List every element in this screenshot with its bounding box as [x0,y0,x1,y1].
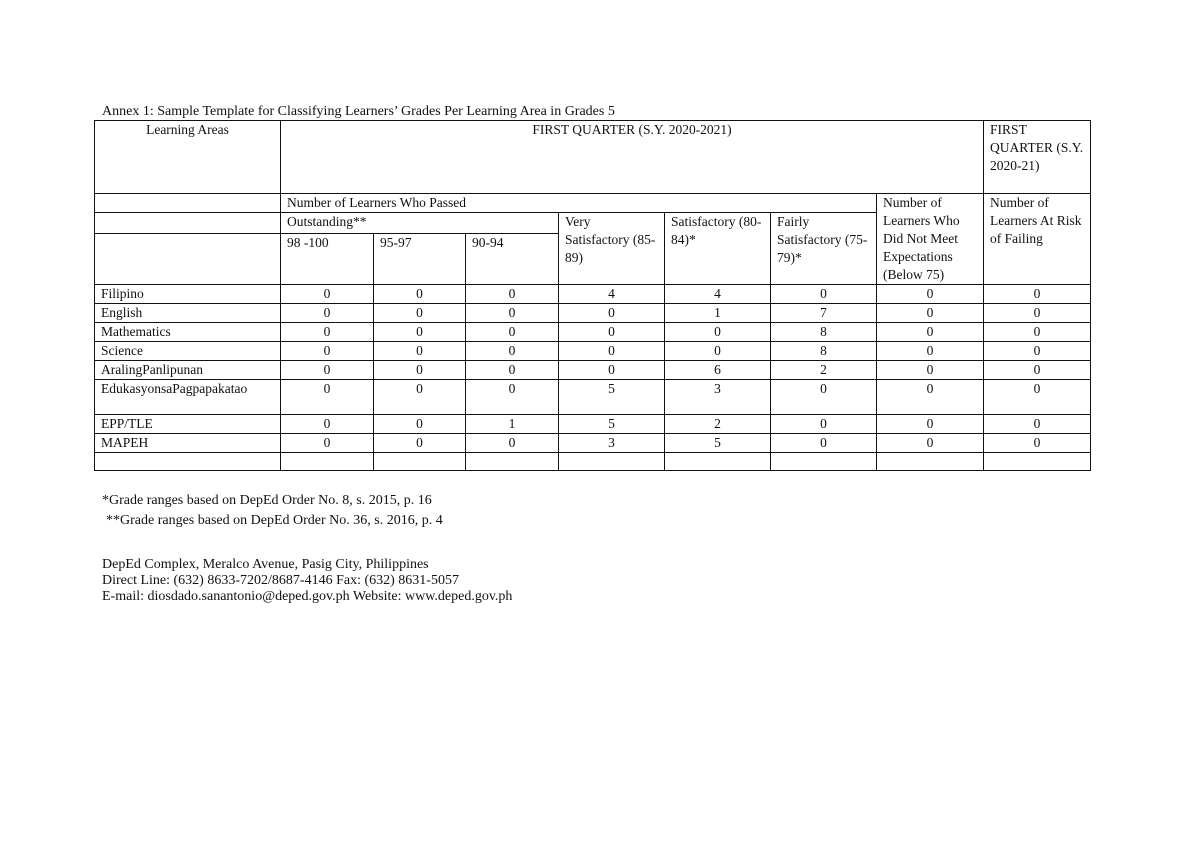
table-cell-value: 0 [771,285,877,304]
table-cell-value: 0 [771,434,877,453]
table-cell-value: 7 [771,304,877,323]
learning-area-name: EdukasyonsaPagpapakatao [95,380,281,415]
table-cell-value: 0 [559,304,665,323]
document-page [94,104,1090,605]
table-cell-value: 0 [466,361,559,380]
table-cell-value: 3 [665,380,771,415]
learning-area-name: AralingPanlipunan [95,361,281,380]
empty-cell [984,453,1091,471]
table-cell-value: 0 [466,380,559,415]
table-cell-value: 0 [984,323,1091,342]
table-cell-value: 0 [466,323,559,342]
table-cell-value: 0 [877,342,984,361]
table-cell-value: 0 [374,342,466,361]
table-cell-value: 0 [374,304,466,323]
table-row [95,285,1091,304]
learning-area-name: EPP/TLE [95,415,281,434]
table-cell-value: 0 [374,380,466,415]
range-95-97: 95-97 [374,234,466,285]
table-cell-value: 0 [374,285,466,304]
table-cell-value: 0 [771,415,877,434]
table-cell-value: 0 [984,434,1091,453]
table-cell-value: 0 [984,304,1091,323]
empty-cell [771,453,877,471]
learning-area-name: MAPEH [95,434,281,453]
quarter-header-right: FIRST QUARTER (S.Y. 2020-21) [984,121,1091,194]
table-row [95,361,1091,380]
range-90-94: 90-94 [466,234,559,285]
header-row-passed [95,194,1091,213]
fairly-satisfactory-header: Fairly Satisfactory (75-79)* [771,213,877,285]
table-cell-value: 0 [374,361,466,380]
empty-cell [665,453,771,471]
table-cell-value: 0 [877,434,984,453]
table-cell-value: 1 [665,304,771,323]
empty-cell [95,234,281,285]
footnote-1: *Grade ranges based on DepEd Order No. 8, s. 2015, p. 16 [102,493,432,508]
table-cell-value: 0 [281,285,374,304]
very-satisfactory-header: Very Satisfactory (85-89) [559,213,665,285]
empty-cell [466,453,559,471]
table-cell-value: 5 [559,415,665,434]
footer-contact: E-mail: diosdado.sanantonio@deped.gov.ph Website: www.deped.gov.ph [102,589,513,604]
table-cell-value: 0 [665,342,771,361]
table-cell-value: 0 [984,285,1091,304]
table-cell-value: 0 [877,380,984,415]
table-cell-value: 8 [771,323,877,342]
empty-cell [559,453,665,471]
passed-header: Number of Learners Who Passed [281,194,877,213]
table-row [95,342,1091,361]
satisfactory-header: Satisfactory (80-84)* [665,213,771,285]
empty-cell [374,453,466,471]
table-cell-value: 0 [984,342,1091,361]
table-cell-value: 0 [466,304,559,323]
header-row-quarter [95,121,1091,194]
at-risk-header: Number of Learners At Risk of Failing [984,194,1091,285]
table-cell-value: 5 [559,380,665,415]
table-cell-value: 0 [984,361,1091,380]
did-not-meet-header: Number of Learners Who Did Not Meet Expectations (Below 75) [877,194,984,285]
table-cell-value: 0 [466,285,559,304]
table-cell-value: 0 [281,434,374,453]
empty-cell [95,194,281,213]
grades-table [94,120,1091,471]
table-cell-value: 0 [466,342,559,361]
table-cell-value: 2 [665,415,771,434]
empty-cell [281,453,374,471]
table-cell-value: 0 [281,380,374,415]
footer-address: DepEd Complex, Meralco Avenue, Pasig City, Philippines [102,557,429,572]
table-cell-value: 0 [877,285,984,304]
learning-area-name: English [95,304,281,323]
table-cell-value: 0 [984,415,1091,434]
table-caption: Annex 1: Sample Template for Classifying Learners’ Grades Per Learning Area in Grades 5 [102,104,615,119]
table-cell-value: 1 [466,415,559,434]
table-cell-value: 0 [984,380,1091,415]
footer-phone: Direct Line: (632) 8633-7202/8687-4146 Fax: (632) 8631-5057 [102,573,459,588]
empty-cell [95,453,281,471]
blank-row [95,453,1091,471]
table-cell-value: 3 [559,434,665,453]
table-cell-value: 0 [877,361,984,380]
table-row [95,415,1091,434]
learning-area-name: Science [95,342,281,361]
table-row [95,380,1091,415]
table-cell-value: 0 [559,323,665,342]
table-cell-value: 4 [559,285,665,304]
table-row [95,323,1091,342]
table-cell-value: 0 [559,342,665,361]
table-cell-value: 0 [877,415,984,434]
quarter-header: FIRST QUARTER (S.Y. 2020-2021) [281,121,984,194]
table-cell-value: 0 [374,434,466,453]
table-row [95,434,1091,453]
table-cell-value: 8 [771,342,877,361]
table-cell-value: 4 [665,285,771,304]
office-footer [102,557,1090,605]
empty-cell [95,213,281,234]
table-row [95,304,1091,323]
table-cell-value: 0 [374,415,466,434]
table-cell-value: 0 [281,304,374,323]
range-98-100: 98 -100 [281,234,374,285]
footnote-2: **Grade ranges based on DepEd Order No. 36, s. 2016, p. 4 [106,513,443,528]
table-cell-value: 0 [466,434,559,453]
table-cell-value: 0 [771,380,877,415]
table-cell-value: 0 [665,323,771,342]
table-cell-value: 0 [281,323,374,342]
table-cell-value: 0 [877,304,984,323]
table-cell-value: 6 [665,361,771,380]
table-cell-value: 0 [281,415,374,434]
table-cell-value: 5 [665,434,771,453]
table-cell-value: 0 [877,323,984,342]
table-cell-value: 0 [374,323,466,342]
table-cell-value: 2 [771,361,877,380]
empty-cell [877,453,984,471]
footnotes [102,491,1090,531]
table-cell-value: 0 [559,361,665,380]
table-cell-value: 0 [281,342,374,361]
learning-area-name: Filipino [95,285,281,304]
learning-areas-header: Learning Areas [95,121,281,194]
outstanding-header: Outstanding** [281,213,559,234]
learning-area-name: Mathematics [95,323,281,342]
table-cell-value: 0 [281,361,374,380]
